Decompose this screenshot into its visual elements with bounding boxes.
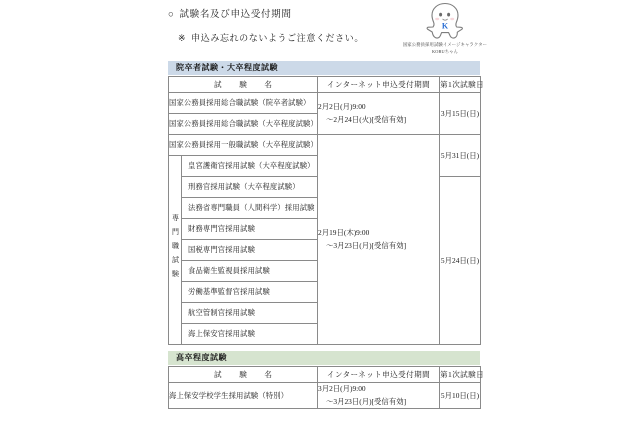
- note-text: 申込み忘れのないようご注意ください。: [191, 33, 364, 43]
- table-header-row: [169, 367, 481, 383]
- heading-bullet-icon: ○: [168, 10, 175, 20]
- first-exam-date-cell: 5月10日(日): [440, 383, 481, 409]
- table-row: [169, 93, 481, 114]
- column-header-period: インターネット申込受付期間: [318, 77, 440, 93]
- mascot-caption-line2: KOBUちゃん: [431, 48, 459, 54]
- page-heading: [168, 6, 292, 20]
- application-period-cell: [318, 135, 440, 345]
- exam-name-cell: 国税専門官採用試験: [182, 240, 318, 261]
- exam-name-cell: 海上保安官採用試験: [182, 324, 318, 345]
- side-label-specialist: 専門職試験: [169, 156, 182, 345]
- exam-name-cell: 食品衛生監視員採用試験: [182, 261, 318, 282]
- column-header-name: 試 験 名: [169, 77, 318, 93]
- table-header-row: [169, 77, 481, 93]
- first-exam-date-cell: 3月15日(日): [440, 93, 481, 135]
- mascot-caption-line1: 国家公務員採用試験イメージキャラクター: [402, 42, 488, 47]
- mascot-ghost-icon: [417, 1, 473, 41]
- exam-name-cell: 法務省専門職員（人間科学）採用試験: [182, 198, 318, 219]
- exam-name-cell: 海上保安学校学生採用試験（特別）: [169, 383, 318, 409]
- exam-name-cell: 財務専門官採用試験: [182, 219, 318, 240]
- table-row: [169, 135, 481, 156]
- first-exam-date-cell: 5月24日(日): [440, 177, 481, 345]
- mascot-illustration: [385, 1, 505, 55]
- section-header-graduate: 院卒者試験・大卒程度試験: [168, 61, 480, 75]
- application-period-cell: [318, 93, 440, 135]
- exam-name-cell: 国家公務員採用総合職試験（院卒者試験）: [169, 93, 318, 114]
- exam-name-cell: 皇宮護衛官採用試験（大卒程度試験）: [182, 156, 318, 177]
- column-header-first-exam: 第1次試験日: [440, 367, 481, 383]
- period-line-1: 2月2日(月)9:00: [318, 101, 366, 111]
- period-line-2: ～3月23日(月)[受信有効]: [326, 240, 407, 250]
- application-period-cell: [318, 383, 440, 409]
- first-exam-date-cell: 5月31日(日): [440, 135, 481, 177]
- column-header-period: インターネット申込受付期間: [318, 367, 440, 383]
- table-row: [169, 383, 481, 409]
- exam-name-cell: 航空管制官採用試験: [182, 303, 318, 324]
- column-header-first-exam: 第1次試験日: [440, 77, 481, 93]
- heading-text: 試験名及び申込受付期間: [179, 10, 292, 20]
- period-line-2: ～3月23日(月)[受信有効]: [326, 396, 407, 406]
- exam-name-cell: 国家公務員採用一般職試験（大卒程度試験）: [169, 135, 318, 156]
- mascot-body-letter: K: [441, 21, 449, 31]
- page-note: [178, 31, 364, 44]
- column-header-name: 試 験 名: [169, 367, 318, 383]
- exam-name-cell: 労働基準監督官採用試験: [182, 282, 318, 303]
- schedule-table-highschool: [168, 366, 485, 409]
- period-line-1: 3月2日(月)9:00: [318, 384, 366, 393]
- exam-name-cell: 国家公務員採用総合職試験（大卒程度試験）: [169, 114, 318, 135]
- period-line-1: 2月19日(木)9:00: [318, 227, 370, 237]
- period-line-2: ～2月24日(火)[受信有効]: [326, 114, 407, 124]
- section-header-highschool: 高卒程度試験: [168, 351, 480, 365]
- note-asterisk-icon: ※: [178, 33, 187, 43]
- exam-name-cell: 刑務官採用試験（大卒程度試験）: [182, 177, 318, 198]
- schedule-table-graduate: [168, 76, 485, 345]
